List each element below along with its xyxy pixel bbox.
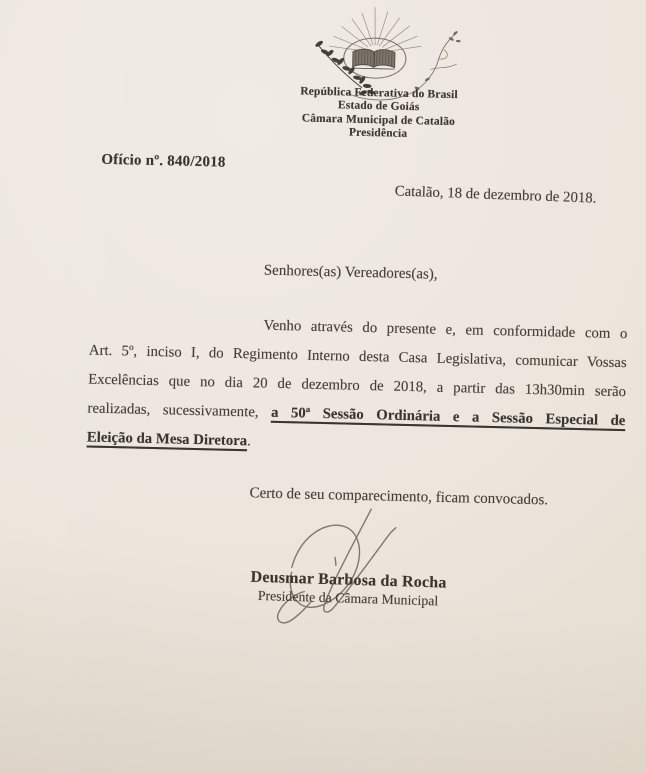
org-line-country: República Federativa do Brasil [300,85,458,102]
salutation: Senhores(as) Vereadores(as), [263,262,438,283]
signatory-title: Presidente da Câmara Municipal [257,587,439,609]
org-line-chamber: Câmara Municipal de Catalão [301,112,456,128]
body-text: realizadas, sucessivamente, [87,400,272,421]
closing-line: Certo de seu comparecimento, ficam convocados. [249,485,549,509]
body-text: . [246,433,252,450]
signatory-name: Deusmar Barbosa da Rocha [250,568,447,592]
body-emphasis-text: Eleição da Mesa Diretora [86,429,248,450]
oficio-reference: Ofício nº. 840/2018 [101,151,226,171]
body-paragraph [86,307,627,465]
signature-block [232,568,465,610]
body-text: Venho através do presente e, em conformidade com o [263,317,628,343]
letterhead [248,84,509,144]
body-text: Excelências que no dia 20 de dezembro de 2018, a partir das 13h30min serão [88,371,627,401]
body-text: Art. 5º, inciso I, do Regimento Interno desta Casa Legislativa, comunicar Vossas [88,342,627,372]
body-emphasis-text: a 50ª Sessão Ordinária e a Sessão Especial de [270,404,626,430]
dateline: Catalão, 18 de dezembro de 2018. [394,183,597,207]
org-line-state: Estado de Goiás [337,99,420,114]
org-line-office: Presidência [348,126,408,141]
